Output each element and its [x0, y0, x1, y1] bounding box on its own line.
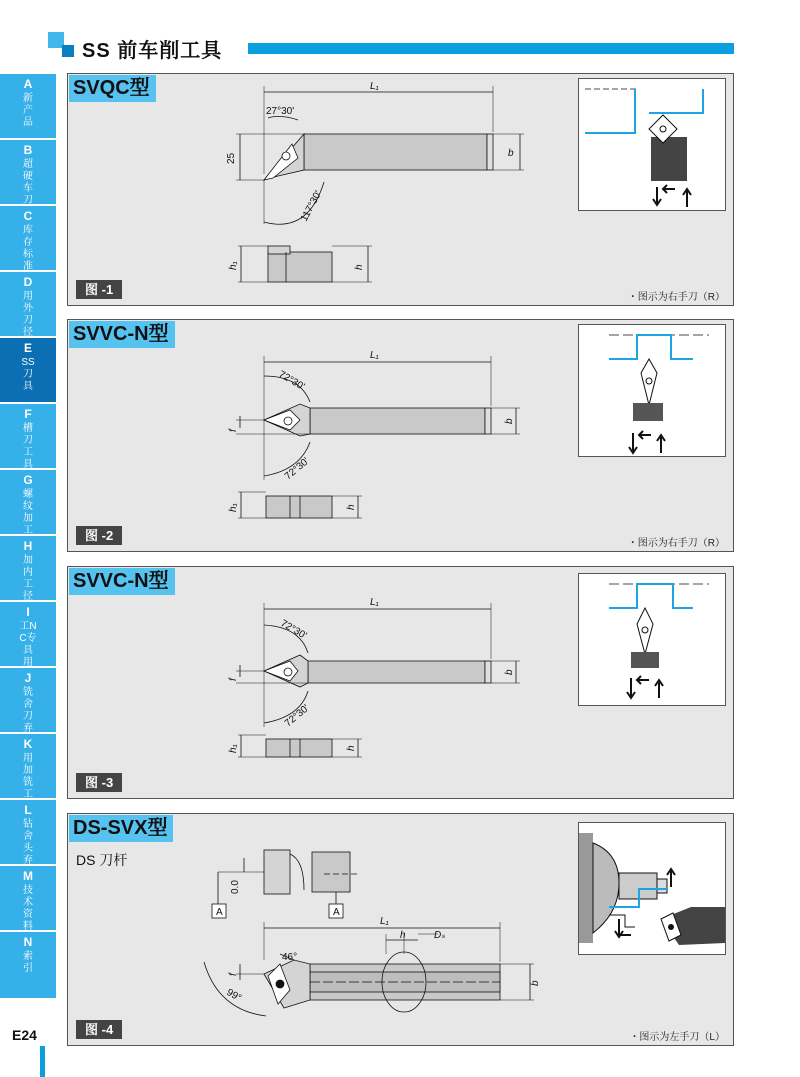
panel-title: SVQC型 [69, 75, 156, 102]
dim-angle-bottom: 117°30' [298, 189, 325, 224]
dim-height: 25 [226, 152, 237, 164]
sidebar-label: 用外刀径 [23, 291, 33, 338]
sidebar-item-g[interactable] [0, 470, 56, 536]
dim-f: f [228, 678, 239, 681]
sidebar-label: 库存标准 [23, 225, 33, 272]
figure-label: 图 -1 [76, 280, 122, 299]
page-header [0, 0, 800, 70]
dim-b: b [508, 148, 514, 159]
sidebar-label: 新产品 [23, 93, 33, 128]
page-title: SS 前车削工具 [82, 40, 223, 62]
dim-b: b [530, 980, 541, 986]
sidebar-label: 槽刀工具 [23, 423, 33, 470]
insert-screw [282, 152, 290, 160]
sidebar-letter: E [23, 341, 32, 355]
sidebar-label: 索引 [23, 951, 33, 974]
header-square-icon-small [62, 45, 74, 57]
sidebar-label: 技术资料 [23, 885, 33, 932]
page-number-accent [40, 1046, 45, 1077]
dim-h1: h₁ [228, 261, 239, 270]
sidebar-item-l[interactable] [0, 800, 56, 866]
sidebar-label: 超硬车刀 [23, 159, 33, 206]
dim-l1: L₁ [370, 350, 379, 361]
dim-ds: Dₛ [434, 930, 445, 941]
sidebar-label: 螺纹加工 [23, 489, 33, 536]
datum-label-right: A [333, 907, 340, 918]
sidebar-letter: D [23, 275, 33, 289]
side-view [268, 252, 332, 282]
tool-drawing [68, 814, 568, 1045]
sidebar-item-m[interactable] [0, 866, 56, 932]
header-accent-bar [248, 43, 734, 54]
panel-title: SVVC-N型 [69, 321, 175, 348]
panel-svqc [67, 73, 734, 306]
tool-drawing [68, 74, 568, 305]
dim-angle-bottom: 99° [224, 987, 244, 1005]
sidebar-item-j[interactable] [0, 668, 56, 734]
dim-h: h [346, 745, 357, 751]
dim-l1: L₁ [370, 81, 379, 92]
sidebar-label: 钻舍头弃 [23, 819, 33, 866]
dim-b: b [504, 418, 515, 424]
machining-inset [578, 324, 726, 457]
sidebar-letter: J [24, 671, 32, 685]
panel-title: DS-SVX型 [69, 815, 173, 842]
sidebar-letter: H [23, 539, 33, 553]
dim-angle-top: 46° [282, 952, 298, 963]
sidebar-item-i[interactable] [0, 602, 56, 668]
sidebar-item-b[interactable] [0, 140, 56, 206]
sidebar-letter: C [23, 209, 33, 223]
panel-ds-svx [67, 813, 734, 1046]
sidebar-item-n[interactable] [0, 932, 56, 1000]
sidebar-letter: F [24, 407, 32, 421]
machining-inset [578, 822, 726, 955]
figure-note: ・图示为右手刀（R） [627, 292, 725, 303]
shank-body [304, 134, 487, 170]
dim-f: f [228, 429, 239, 432]
sidebar-item-k[interactable] [0, 734, 56, 800]
panel-title: SVVC-N型 [69, 568, 175, 595]
tool-drawing [68, 567, 568, 798]
dim-angle-bottom: 72°30' [282, 455, 312, 483]
sidebar-letter: A [23, 77, 33, 91]
sidebar-item-f[interactable] [0, 404, 56, 470]
dim-angle-top: 72°30' [276, 369, 307, 393]
dim-f: f [228, 973, 239, 976]
dim-h: h [346, 504, 357, 510]
sidebar-letter: N [23, 935, 33, 949]
dim-b: b [504, 669, 515, 675]
tool-drawing [68, 320, 568, 551]
sidebar-letter: B [23, 143, 33, 157]
sidebar-label: 加内工径 [23, 555, 33, 602]
sidebar-letter: L [24, 803, 32, 817]
dim-offset: 0.0 [230, 880, 241, 894]
dim-h: h [354, 264, 365, 270]
sidebar-item-c[interactable] [0, 206, 56, 272]
page-number: E24 [12, 1027, 37, 1043]
shank-end [487, 134, 493, 170]
sidebar-label: 铣舍刀弃 [23, 687, 33, 734]
datum-label-left: A [216, 907, 223, 918]
sidebar-letter: I [26, 605, 30, 619]
dim-angle-top: 27°30' [266, 106, 295, 117]
sidebar-letter: K [23, 737, 33, 751]
dim-h1: h₁ [228, 503, 239, 512]
figure-label: 图 -4 [76, 1020, 122, 1039]
sidebar-item-e[interactable] [0, 338, 56, 404]
dim-l1: L₁ [370, 597, 379, 608]
dim-angle-bottom: 72°30' [282, 702, 312, 730]
panel-svvc-n-1 [67, 319, 734, 552]
sidebar-letter: G [23, 473, 33, 487]
figure-label: 图 -2 [76, 526, 122, 545]
sidebar-item-a[interactable] [0, 74, 56, 140]
panel-subtitle: DS 刀杆 [76, 852, 128, 868]
machining-inset [578, 78, 726, 211]
sidebar-label: 用加铣工 [23, 753, 33, 800]
sidebar-item-d[interactable] [0, 272, 56, 338]
dim-l1: L₁ [380, 916, 389, 927]
dim-angle-top: 72°30' [278, 618, 309, 642]
figure-label: 图 -3 [76, 773, 122, 792]
machining-inset [578, 573, 726, 706]
figure-note: ・图示为左手刀（L） [629, 1032, 725, 1043]
dim-h1: h₁ [228, 744, 239, 753]
sidebar-item-h[interactable] [0, 536, 56, 602]
dim-h: h [400, 930, 406, 941]
sidebar-letter: M [23, 869, 33, 883]
sidebar-label: SS刀具 [21, 357, 35, 392]
panel-svvc-n-2 [67, 566, 734, 799]
figure-note: ・图示为右手刀（R） [627, 538, 725, 549]
sidebar-label: 工NC专具用 [19, 621, 37, 668]
